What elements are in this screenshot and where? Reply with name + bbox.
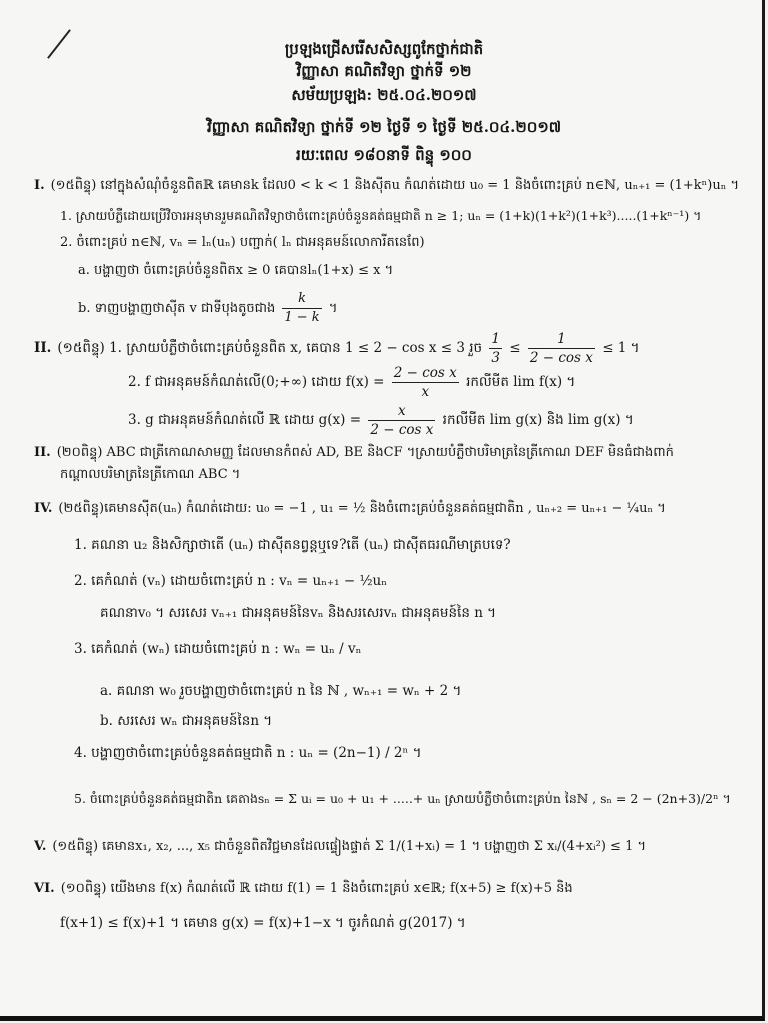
question-2-part-3-limit: រកលីមីត lim g(x) និង lim g(x) ។ bbox=[442, 412, 634, 428]
question-6-label: VI. bbox=[34, 881, 55, 896]
question-3 bbox=[34, 444, 674, 462]
question-5 bbox=[34, 838, 646, 856]
fraction-x-over-2-minus-cos: $\frac{x}{\text{2 − cos x}}$ bbox=[370, 403, 434, 438]
question-3-label: II. bbox=[34, 445, 51, 460]
question-6-line-1: (១០ពិន្ទុ) យើងមាន f(x) កំណត់លើ ℝ ដោយ f(1) = 1 និងចំពោះគ្រប់ x∈ℝ; f(x+5) ≥ f(x)+5 និង bbox=[60, 881, 573, 896]
fraction-k-over-1-minus-k: $\frac{k}{1 - k}$ bbox=[284, 291, 320, 325]
question-1-text: (១៥ពិន្ទុ) នៅក្នុងសំណុំចំនួនពិតℝ គេមានk ដែល0 < k < 1 និងស៊ីតu កំណត់ដោយ u₀ = 1 និងចំពោះគ្រប់ n∈ℕ, uₙ₊₁ = (1+kⁿ)uₙ ។ bbox=[50, 178, 740, 193]
question-2-part-3-text: 3. g ជាអនុគមន៍កំណត់លើ ℝ ដោយ g(x) = bbox=[128, 412, 362, 428]
question-6-line-2: f(x+1) ≤ f(x)+1 ។ គេមាន g(x) = f(x)+1−x ។ ចូរកំណត់ g(2017) ។ bbox=[60, 915, 466, 931]
question-2-part-1: (១៥ពិន្ទុ) 1. ស្រាយបំភ្លឺថាចំពោះគ្រប់ចំនួនពិត x, គេបាន 1 ≤ 2 − cos x ≤ 3 រួច bbox=[57, 340, 483, 356]
question-3-line-2: កណ្តាលបរិមាត្រនៃត្រីកោណ ABC ។ bbox=[60, 467, 241, 482]
question-2-part-2-limit: រកលីមីត lim f(x) ។ bbox=[466, 374, 576, 390]
question-4-item-3a: a. គណនា w₀ រួចបង្ហាញថាចំពោះគ្រប់ n នៃ ℕ , wₙ₊₁ = wₙ + 2 ។ bbox=[100, 683, 462, 699]
question-2: II. (១៥ពិន្ទុ) 1. ស្រាយបំភ្លឺថាចំពោះគ្រប់ចំនួនពិត x, គេបាន 1 ≤ 2 − cos x ≤ 3 រួច $\frac{1}{3}$ ≤ $\frac{1}{\text{2 − cos x}}$ ≤ 1 ។ bbox=[34, 331, 640, 366]
fraction-2-minus-cos-over-x: $\frac{\text{2 − cos x}}{x}$ bbox=[393, 365, 457, 400]
question-4-item-2b: គណនាv₀ ។ សរសេរ vₙ₊₁ ជាអនុគមន៍នៃvₙ និងសរសេរvₙ ជាអនុគមន៍នៃ n ។ bbox=[100, 605, 497, 621]
question-4-item-2: 2. គេកំណត់ (vₙ) ដោយចំពោះគ្រប់ n : vₙ = uₙ₊₁ − ½uₙ bbox=[74, 573, 388, 589]
header-paper: វិញ្ញាសា គណិតវិទ្យា ថ្នាក់ទី ១២ ថ្ងៃទី ១ ថ្ងៃទី ២៥.០៤.២០១៧ bbox=[206, 118, 562, 136]
question-1-part-2a: a. បង្ហាញថា ចំពោះគ្រប់ចំនួនពិតx ≥ 0 គេបានlₙ(1+x) ≤ x ។ bbox=[78, 263, 394, 278]
question-3-line-1: (២០ពិន្ទុ) ABC ជាត្រីកោណសាមញ្ញ ដែលមានកំពស់ AD, BE និងCF ។ស្រាយបំភ្លឺថាបរិមាត្រនៃត្រីកោណ DEF មិនធំជាងពាក់ bbox=[56, 445, 674, 460]
question-4-item-4: 4. បង្ហាញថាចំពោះគ្រប់ចំនួនគត់ធម្មជាតិ n : uₙ = (2n−1) / 2ⁿ ។ bbox=[74, 745, 422, 761]
question-4-item-5: 5. ចំពោះគ្រប់ចំនួនគត់ធម្មជាតិn គេតាងsₙ = Σ uᵢ = u₀ + u₁ + .....+ uₙ ស្រាយបំភ្លឺថាចំពោះគ្រប់n នៃℕ , sₙ = 2 − (2n+3)/2ⁿ ។ bbox=[74, 791, 731, 806]
question-4-label: IV. bbox=[34, 501, 53, 516]
question-5-label: V. bbox=[34, 839, 47, 854]
question-1-part-2b-text: b. ទាញបង្ហាញថាស៊ីត v ជាទីបុងតូចជាង bbox=[78, 301, 276, 316]
question-1-part-2b: b. ទាញបង្ហាញថាស៊ីត v ជាទីបុងតូចជាង $\frac{k}{1 - k}$ ។ bbox=[78, 291, 338, 325]
question-1-part-2: 2. ចំពោះគ្រប់ n∈ℕ, vₙ = lₙ(uₙ) បញ្ជាក់( lₙ ជាអនុគមន៍លោការីតនេពែ) bbox=[60, 235, 425, 250]
question-5-text: (១៥ពិន្ទុ) គេមានx₁, x₂, ..., x₅ ជាចំនួនពិតវិជ្ជមានដែលផ្ទៀងផ្ទាត់ Σ 1/(1+xᵢ) = 1 ។ បង្ហាញថា Σ xᵢ/(4+xᵢ²) ≤ 1 ។ bbox=[52, 839, 647, 854]
header-duration: រយៈពេល ១៨០នាទី ពិន្ទុ ១០០ bbox=[296, 146, 472, 164]
header-session: សម័យប្រឡង: ២៥.០៤.២០១៧ bbox=[291, 86, 477, 104]
question-4-item-1: 1. គណនា u₂ និងសិក្សាថាតើ (uₙ) ជាស៊ីតនព្វន្តឬទេ?តើ (uₙ) ជាស៊ីតធរណីមាត្របទេ? bbox=[74, 537, 511, 553]
header-title: ប្រឡងជ្រើសរើសសិស្សពូកែថ្នាក់ជាតិ bbox=[284, 40, 484, 58]
header-subject: វិញ្ញាសា គណិតវិទ្យា ថ្នាក់ទី ១២ bbox=[296, 62, 472, 80]
question-2-label: II. bbox=[34, 340, 52, 356]
question-6 bbox=[34, 880, 573, 898]
question-1-part-1: 1. ស្រាយបំភ្លឺដោយប្រើវិចារអនុមានរួមគណិតវិទ្យាថាចំពោះគ្រប់ចំនួនគត់ធម្មជាតិ n ≥ 1; uₙ = (1+k)(1+k²)(1+k³).....(1+kⁿ⁻¹) ។ bbox=[60, 208, 702, 223]
question-1 bbox=[34, 177, 739, 195]
question-1-label: I. bbox=[34, 178, 45, 193]
question-4-item-3b: b. សរសេរ wₙ ជាអនុគមន៍នៃn ។ bbox=[100, 713, 273, 729]
fraction-one-third: $\frac{1}{3}$ bbox=[491, 331, 500, 366]
question-2-part-2-text: 2. f ជាអនុគមន៍កំណត់លើ(0;+∞) ដោយ f(x) = bbox=[128, 374, 385, 390]
question-2-part-2 bbox=[128, 364, 575, 401]
fraction-1-over-2-minus-cos: $\frac{1}{\text{2 − cos x}}$ bbox=[529, 331, 593, 366]
question-4 bbox=[34, 500, 666, 518]
question-4-text: (២៥ពិន្ទុ)គេមានស៊ីត(uₙ) កំណត់ដោយ: u₀ = −1 , u₁ = ½ និងចំពោះគ្រប់ចំនួនគត់ធម្មជាតិn , uₙ₊₂ = uₙ₊₁ − ¼uₙ ។ bbox=[58, 501, 666, 516]
question-4-item-3: 3. គេកំណត់ (wₙ) ដោយចំពោះគ្រប់ n : wₙ = uₙ / vₙ bbox=[74, 641, 362, 657]
question-2-part-3 bbox=[128, 402, 634, 439]
